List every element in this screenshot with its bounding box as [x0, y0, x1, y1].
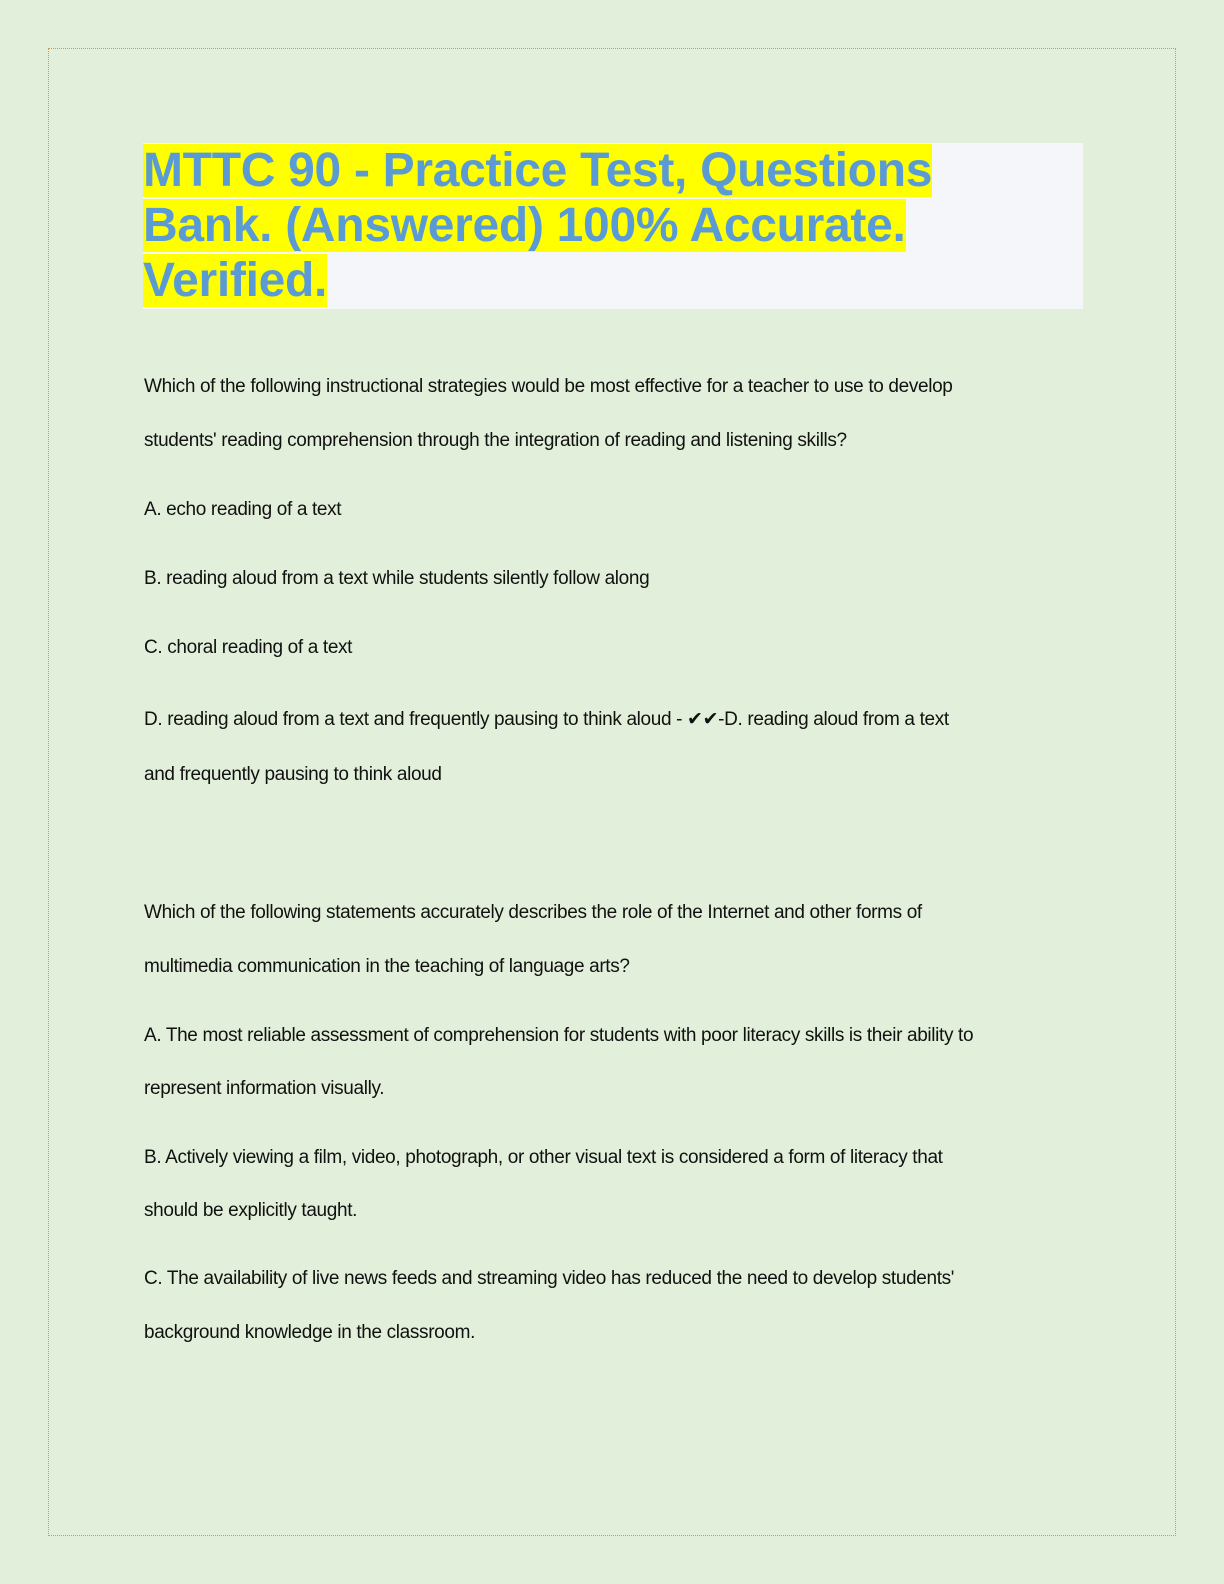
title-line-3: Verified.	[143, 254, 328, 307]
question-2-line-1: Which of the following statements accurately describes the role of the Internet and other forms of	[144, 902, 922, 923]
question-2-option-c-line-2: background knowledge in the classroom.	[144, 1322, 476, 1343]
title-line-1: MTTC 90 - Practice Test, Questions	[143, 144, 933, 197]
question-2-option-c-line-1: C. The availability of live news feeds and streaming video has reduced the need to develop students'	[144, 1268, 955, 1289]
question-1-option-b: B. reading aloud from a text while students silently follow along	[144, 568, 650, 589]
question-2-option-a-line-2: represent information visually.	[144, 1078, 385, 1099]
question-1-line-2: students' reading comprehension through the integration of reading and listening skills?	[144, 430, 847, 451]
question-1-option-a: A. echo reading of a text	[144, 499, 342, 520]
question-1-option-d-answer-line-1: D. reading aloud from a text and frequently pausing to think aloud - ✔✔-D. reading aloud from a text	[144, 709, 949, 730]
question-2-option-b-line-1: B. Actively viewing a film, video, photograph, or other visual text is considered a form of literacy that	[144, 1147, 943, 1168]
question-1-line-1: Which of the following instructional strategies would be most effective for a teacher to use to develop	[144, 376, 953, 397]
title-line-2: Bank. (Answered) 100% Accurate.	[143, 199, 906, 252]
question-1-option-c: C. choral reading of a text	[144, 637, 353, 658]
question-1-option-d-answer-line-2: and frequently pausing to think aloud	[144, 764, 442, 785]
question-2-line-2: multimedia communication in the teaching of language arts?	[144, 956, 630, 977]
document-title	[143, 143, 1083, 308]
question-2-option-b-line-2: should be explicitly taught.	[144, 1200, 358, 1221]
question-2-option-a-line-1: A. The most reliable assessment of comprehension for students with poor literacy skills is their ability to	[144, 1025, 974, 1046]
title-block	[143, 143, 1083, 309]
